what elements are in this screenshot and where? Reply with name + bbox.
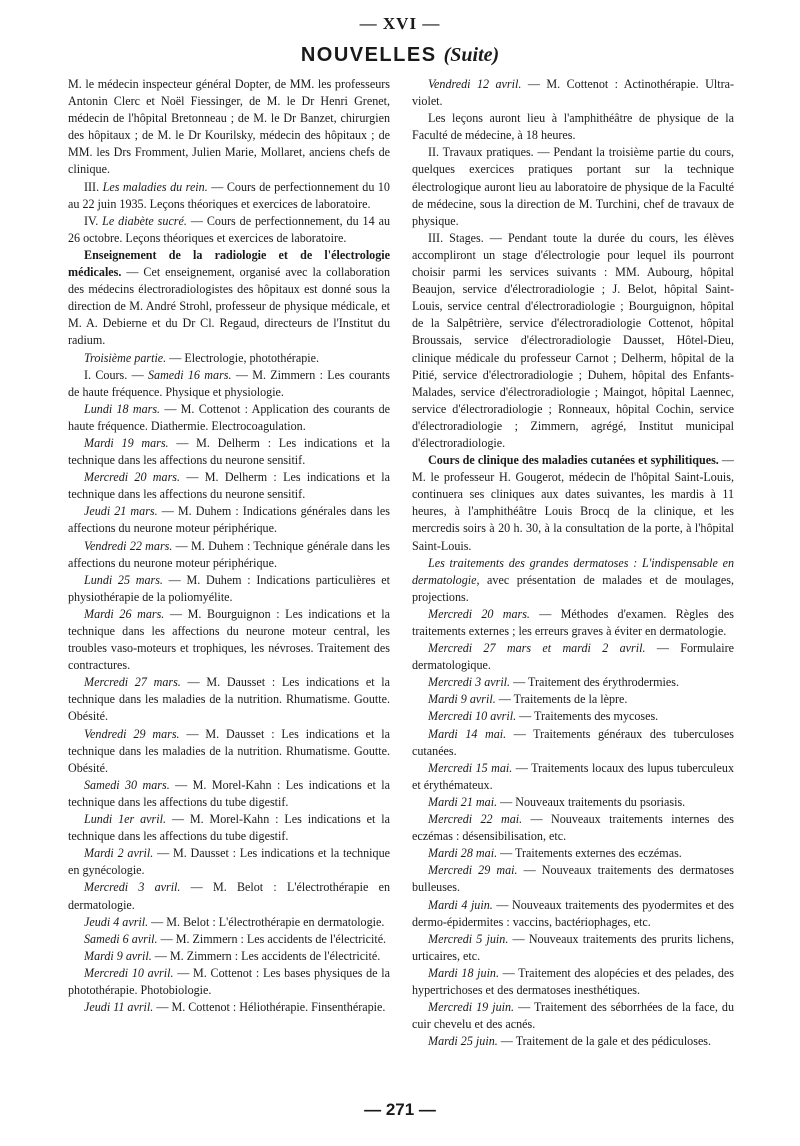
paragraph-text: — Traitements externes des eczémas. [497, 846, 682, 861]
paragraph-text: — Nouveaux traitements des pyodermites et des dermo-épidermites : vaccins, bactériophages, etc. [412, 897, 734, 929]
paragraph-text: — Nouveaux traitements des dermatoses bulleuses. [412, 863, 734, 895]
paragraph [412, 931, 734, 965]
paragraph [412, 965, 734, 999]
paragraph-text: Mardi 28 mai. [428, 846, 498, 861]
paragraph-text: — Electrologie, photothérapie. [166, 350, 320, 365]
right-column [412, 76, 734, 1096]
paragraph-text: — M. Belot : L'électrothérapie en dermatologie. [68, 880, 390, 912]
paragraph [412, 691, 734, 708]
paragraph [412, 845, 734, 862]
paragraph-text: — M. Zimmern : Les accidents de l'électricité. [157, 931, 387, 946]
paragraph-text: Lundi 25 mars. [84, 572, 163, 587]
paragraph-text: Mardi 21 mai. [428, 794, 498, 809]
paragraph [412, 606, 734, 640]
paragraph [68, 247, 390, 350]
paragraph [68, 538, 390, 572]
paragraph-text: — M. Morel-Kahn : Les indications et la technique dans les affections du tube digestif. [68, 777, 390, 809]
paragraph-text: avec présentation de malades et de moulages, projections. [412, 572, 734, 604]
paragraph-text: Mardi 2 avril. [84, 846, 154, 861]
paragraph-text: — M. Dausset : Les indications et la technique dans les maladies de la nutrition. Rhumatisme. Goutte. Obésité. [68, 726, 390, 775]
paragraph [68, 999, 390, 1016]
paragraph-text: — M. Cottenot : Actinothérapie. Ultra-violet. [412, 77, 734, 109]
paragraph [412, 999, 734, 1033]
paragraph-text: Mercredi 5 juin. [428, 931, 509, 946]
paragraph-text: Lundi 18 mars. [84, 401, 161, 416]
paragraph-text: — Cet enseignement, organisé avec la collaboration des médecins électroradiologistes des hôpitaux est donné sous la direction de M. André Strohl, professeur de physique médicale, et M. A. Debierne et du Dr Cl. Regaud, directeurs de l'Institut du radium. [68, 265, 390, 348]
paragraph [412, 1033, 734, 1050]
left-column [68, 76, 390, 1096]
paragraph [68, 726, 390, 777]
paragraph-text: — M. Zimmern : Les accidents de l'électricité. [151, 948, 381, 963]
paragraph-text: Samedi 16 mars. [147, 367, 232, 382]
paragraph-text: — Nouveaux traitements internes des eczémas : désensibilisation, etc. [412, 812, 734, 844]
paragraph-text: Mardi 9 avril. [428, 692, 496, 707]
paragraph-text: — Traitements généraux des tuberculoses cutanées. [412, 726, 734, 758]
paragraph-text: — M. Bourguignon : Les indications et la technique dans les affections du neurone moteur central, les troubles vaso-moteurs et trophiques, les névroses. Traitement des contractures. [68, 606, 390, 673]
page-number: — 271 — [364, 1100, 436, 1119]
paragraph-text: — M. Cottenot : Héliothérapie. Finsenthérapie. [153, 1000, 386, 1015]
paragraph [68, 948, 390, 965]
paragraph [412, 726, 734, 760]
paragraph-text: Mercredi 3 avril. [84, 880, 181, 895]
paragraph-text: Mercredi 10 avril. [428, 709, 517, 724]
paragraph [68, 213, 390, 247]
paragraph-text: Mercredi 27 mars. [84, 675, 181, 690]
paragraph [412, 811, 734, 845]
paragraph-text: Mercredi 22 mai. [428, 812, 523, 827]
paragraph-text: Les traitements des grandes dermatoses : L'indispensable en dermatologie, [412, 555, 734, 587]
paragraph-text: IV. [84, 213, 103, 228]
paragraph-text: — M. Duhem : Indications particulières et physiothérapie de la poliomyélite. [68, 572, 390, 604]
paragraph-text: — Nouveaux traitements des prurits lichens, urticaires, etc. [412, 931, 734, 963]
title-subtitle: (Suite) [443, 44, 500, 66]
paragraph-text: Mardi 9 avril. [84, 948, 152, 963]
paragraph-text: — M. Dausset : Les indications et la technique en gynécologie. [68, 846, 390, 878]
paragraph-text: — M. Cottenot : Les bases physiques de la photothérapie. Photobiologie. [68, 965, 390, 997]
paragraph-text: — Traitement des séborrhées de la face, du cuir chevelu et des acnés. [412, 1000, 734, 1032]
paragraph-text: — Traitements locaux des lupus tuberculeux et érythémateux. [412, 760, 734, 792]
paragraph [68, 879, 390, 913]
paragraph-text: — M. Cottenot : Application des courants de haute fréquence. Diathermie. Electrocoagulation. [68, 401, 390, 433]
paragraph [68, 572, 390, 606]
paragraph-text: — Cours de perfectionnement du 10 au 22 juin 1935. Leçons théoriques et exercices de laboratoire. [68, 179, 390, 211]
paragraph-text: — Traitements de la lèpre. [495, 692, 628, 707]
paragraph-text: Jeudi 21 mars. [84, 504, 158, 519]
paragraph [68, 914, 390, 931]
paragraph [68, 674, 390, 725]
paragraph [68, 469, 390, 503]
paragraph-text: — Traitement des alopécies et des pelades, des hypertrichoses et des dermatoses inesthétiques. [412, 965, 734, 997]
paragraph-text: — M. Duhem : Technique générale dans les affections du neurone moteur périphérique. [68, 538, 390, 570]
paragraph [68, 965, 390, 999]
paragraph-text: III. Stages. — Pendant toute la durée du cours, les élèves accompliront un stage d'électrologie pour lequel ils pourront choisir parmi les services suivants : MM. Aubourg, hôpital Beaujon, service d'électroradiologie ; J. Belot, hôpital Saint-Louis, service central d'électroradiologie ; Bourguignon, hôpital de la Salpêtrière, service d'électroradiologie Cottenot, hôpital Broussais, service d'électroradiologie Dausset, Hôtel-Dieu, clinique médicale du professeur Carnot ; Delherm, hôpital de la Pitié, service d'électroradiologie ; Duhem, hôpital des Enfants-Malades, service d'électroradiologie ; Maingot, hôpital Laennec, service d'électroradiologie ; Ronneaux, hôpital Cochin, service d'électroradiologie ; Zimmern, agrégé, Institut municipal d'électroradiologie. [412, 230, 734, 450]
paragraph [412, 674, 734, 691]
paragraph [412, 76, 734, 110]
paragraph-text: Mardi 19 mars. [84, 435, 169, 450]
paragraph-text: Mercredi 20 mars. [428, 606, 530, 621]
title-text: NOUVELLES [300, 44, 437, 66]
roman-page-number: — XVI — [359, 14, 441, 33]
paragraph-text: Vendredi 22 mars. [84, 538, 173, 553]
paragraph [68, 179, 390, 213]
paragraph [412, 862, 734, 896]
paragraph-text: Jeudi 4 avril. [84, 914, 149, 929]
paragraph-text: Lundi 1er avril. [84, 812, 166, 827]
paragraph [68, 350, 390, 367]
paragraph-text: — Traitements des mycoses. [516, 709, 659, 724]
paragraph-text: Samedi 30 mars. [84, 777, 170, 792]
paragraph [412, 110, 734, 144]
paragraph [68, 845, 390, 879]
paragraph [68, 777, 390, 811]
paragraph-text: — M. Belot : L'électrothérapie en dermatologie. [148, 914, 385, 929]
paragraph [412, 555, 734, 606]
paragraph-text: Mercredi 3 avril. [428, 675, 511, 690]
paragraph-text: I. Cours. — [84, 367, 148, 382]
paragraph-text: — Méthodes d'examen. Règles des traitements externes ; les erreurs graves à éviter en dermatologie. [412, 606, 734, 638]
section-title [0, 44, 800, 67]
paragraph-text: II. Travaux pratiques. — Pendant la troisième partie du cours, quelques exercices pratiques portant sur la technique électrologique auront lieu au laboratoire de physique de la Faculté de médecine, sous la direction de M. Turchini, chef de travaux de physique. [412, 145, 734, 228]
paragraph [412, 452, 734, 555]
paragraph-text: — M. Delherm : Les indications et la technique dans les affections du neurone sensitif. [68, 435, 390, 468]
paragraph [412, 794, 734, 811]
paragraph-text: Mercredi 19 juin. [428, 1000, 515, 1015]
paragraph-text: Mardi 4 juin. [428, 897, 493, 912]
paragraph [68, 435, 390, 469]
paragraph-text: — Traitement de la gale et des pédiculoses. [497, 1034, 712, 1049]
paragraph-text: Troisième partie. [84, 350, 167, 365]
paragraph [412, 897, 734, 931]
paragraph-text: Cours de clinique des maladies cutanées et syphilitiques. [428, 453, 719, 468]
paragraph-text: M. le médecin inspecteur général Dopter, de MM. les professeurs Antonin Clerc et Noël Fiessinger, de M. le Dr Henri Grenet, médecin de l'hôpital Bretonneau ; de M. le Dr Banzet, chirurgien des hôpitaux ; de M. le Dr Kourilsky, médecin des hôpitaux ; de MM. les Drs Fromment, Julien Marie, Mollaret, anciens chefs de clinique. [68, 77, 390, 177]
paragraph [68, 811, 390, 845]
paragraph [412, 760, 734, 794]
paragraph [68, 401, 390, 435]
paragraph-text: — M. Duhem : Indications générales dans les affections du neurone moteur périphérique. [68, 504, 390, 536]
paragraph-text: Les leçons auront lieu à l'amphithéâtre de physique de la Faculté de médecine, à 18 heures. [412, 111, 734, 143]
paragraph-text: Mercredi 10 avril. [84, 965, 174, 980]
paragraph-text: Mercredi 15 mai. [428, 760, 513, 775]
paragraph-text: Les maladies du rein. [102, 179, 208, 194]
paragraph-text: Mercredi 29 mai. [428, 863, 518, 878]
paragraph [68, 367, 390, 401]
paragraph [412, 640, 734, 674]
paragraph-text: — M. Delherm : Les indications et la technique dans les affections du neurone sensitif. [68, 470, 390, 502]
paragraph-text: Vendredi 29 mars. [84, 726, 180, 741]
paragraph-text: Mardi 26 mars. [84, 606, 165, 621]
paragraph [68, 931, 390, 948]
paragraph [68, 76, 390, 179]
paragraph-text: — Formulaire dermatologique. [412, 641, 734, 673]
paragraph-text: Mardi 14 mai. [428, 726, 507, 741]
paragraph-text: Enseignement de la radiologie et de l'électrologie médicales. [68, 247, 390, 280]
paragraph [68, 503, 390, 537]
paragraph-text: Mercredi 27 mars et mardi 2 avril. [428, 641, 646, 656]
paragraph-text: Jeudi 11 avril. [84, 1000, 154, 1015]
paragraph-text: Samedi 6 avril. [84, 931, 158, 946]
paragraph-text: — Nouveaux traitements du psoriasis. [497, 794, 686, 809]
paragraph-text: — M. Dausset : Les indications et la technique dans les maladies de la nutrition. Rhumatisme. Goutte. Obésité. [68, 675, 390, 724]
paragraph-text: — M. Morel-Kahn : Les indications et la technique dans les affections du tube digestif. [68, 812, 390, 844]
paragraph-text: Vendredi 12 avril. [428, 77, 522, 91]
paragraph-text: Mercredi 20 mars. [84, 470, 181, 485]
paragraph [412, 230, 734, 452]
paragraph-text: — Traitement des érythrodermies. [510, 675, 680, 690]
paragraph-text: Mardi 25 juin. [428, 1034, 498, 1049]
paragraph [412, 144, 734, 229]
paragraph-text: Mardi 18 juin. [428, 965, 499, 980]
paragraph [68, 606, 390, 674]
paragraph-text: — M. le professeur H. Gougerot, médecin de l'hôpital Saint-Louis, continuera ses cliniques aux dates suivantes, les mardis à 11 heures, à l'amphithéâtre Louis Brocq de la clinique, et les mercredis soirs à 20 h. 30, à la consultation de la porte, à l'hôpital Saint-Louis. [412, 453, 734, 553]
paragraph-text: — M. Zimmern : Les courants de haute fréquence. Physique et physiologie. [68, 367, 390, 399]
paragraph-text: Le diabète sucré. [102, 213, 187, 228]
paragraph [412, 708, 734, 725]
paragraph-text: — Cours de perfectionnement, du 14 au 26 octobre. Leçons théoriques et exercices de laboratoire. [68, 213, 390, 245]
paragraph-text: III. [84, 179, 103, 194]
